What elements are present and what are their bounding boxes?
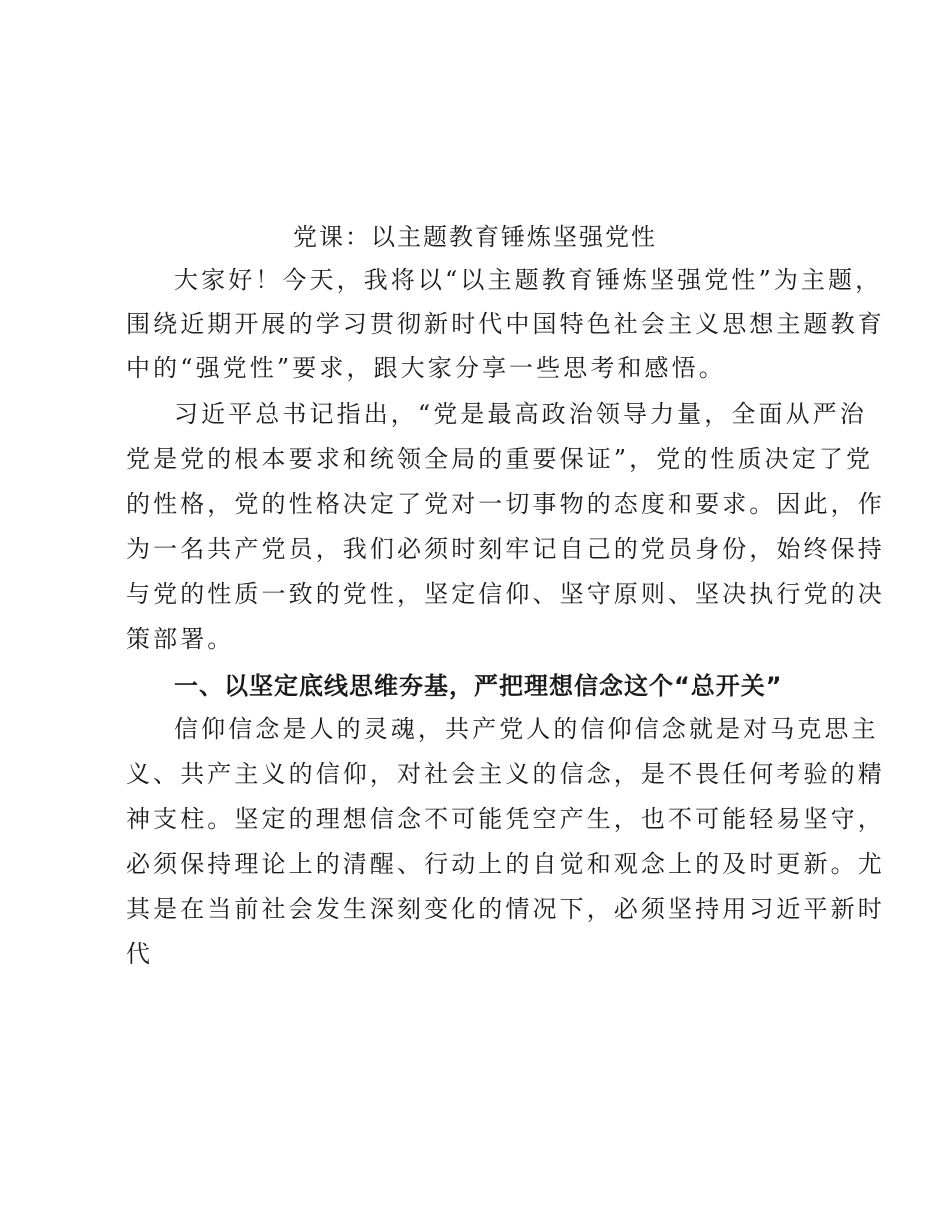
paragraph-1-line-2: 围绕近期开展的学习贯彻新时代中国特色社会主义思想主题教育: [126, 310, 885, 338]
paragraph-3-line-2: 义、共产主义的信仰，对社会主义的信念，是不畏任何考验的精: [126, 760, 885, 788]
paragraph-2-line-5: 与党的性质一致的党性，坚定信仰、坚守原则、坚决执行党的决: [126, 580, 885, 608]
paragraph-3-line-6: 代: [126, 940, 154, 968]
document-title: 党课：以主题教育锤炼坚强党性: [293, 223, 657, 251]
paragraph-2-line-4: 为一名共产党员，我们必须时刻牢记自己的党员身份，始终保持: [126, 535, 885, 563]
paragraph-1-line-3: 中的“强党性”要求，跟大家分享一些思考和感悟。: [126, 354, 726, 382]
paragraph-3-line-1: 信仰信念是人的灵魂，共产党人的信仰信念就是对马克思主: [174, 715, 879, 743]
paragraph-2-line-6: 策部署。: [126, 625, 235, 653]
paragraph-3-line-4: 必须保持理论上的清醒、行动上的自觉和观念上的及时更新。尤: [126, 850, 885, 878]
paragraph-2-line-3: 的性格，党的性格决定了党对一切事物的态度和要求。因此，作: [126, 490, 885, 518]
paragraph-3-line-5: 其是在当前社会发生深刻变化的情况下，必须坚持用习近平新时: [126, 895, 885, 923]
paragraph-3-line-3: 神支柱。坚定的理想信念不可能凭空产生，也不可能轻易坚守，: [126, 805, 885, 833]
paragraph-2-line-1: 习近平总书记指出，“党是最高政治领导力量，全面从严治: [174, 400, 867, 428]
section-heading-1: 一、以坚定底线思维夯基，严把理想信念这个“总开关”: [174, 672, 783, 700]
paragraph-1-line-1: 大家好！今天，我将以“以主题教育锤炼坚强党性”为主题，: [174, 266, 883, 294]
paragraph-2-line-2: 党是党的根本要求和统领全局的重要保证”，党的性质决定了党: [126, 445, 874, 473]
